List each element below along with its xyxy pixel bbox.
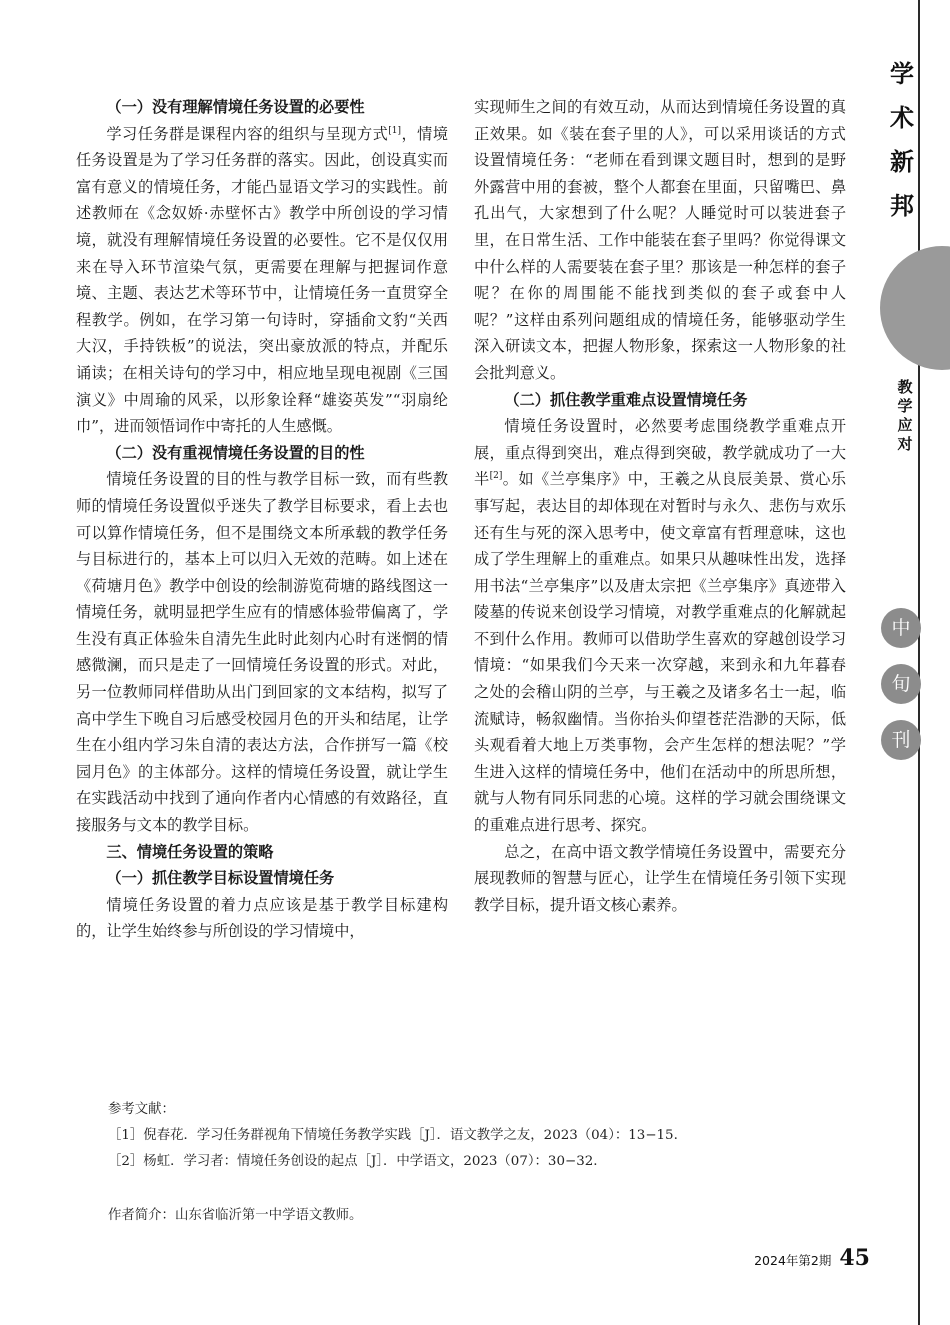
paragraph: 总之，在高中语文教学情境任务设置中，需要充分展现教师的智慧与匠心，让学生在情境任务引领下实现教学目标，提升语文核心素养。 (474, 842, 846, 914)
column-title-char: 新 (890, 148, 914, 176)
paragraph: 情境任务设置的着力点应该是基于教学目标建构的，让学生始终参与所创设的学习情境中， (76, 895, 448, 941)
brand-circle: 刊 (881, 720, 921, 760)
section-title-char: 对 (897, 435, 913, 453)
page-number: 45 (839, 1245, 870, 1271)
section-heading: （二）没有重视情境任务设置的目的性 (106, 443, 365, 462)
references (108, 1097, 868, 1175)
page-footer (754, 1245, 870, 1271)
section-heading: （二）抓住教学重难点设置情境任务 (504, 390, 748, 409)
column-title-char: 邦 (890, 192, 914, 220)
brand-circle: 旬 (881, 664, 921, 704)
brand-circle: 中 (881, 608, 921, 648)
paragraph-text: 。如《兰亭集序》中，王羲之从良辰美景、赏心乐事写起，表达目的却体现在对暂时与永久、悲伤与欢乐还有生与死的深入思考中，使文章富有哲理意味，这也成了学生理解上的重难点。如果只从趣味性出发，选择用书法“兰亭集序”以及唐太宗把《兰亭集序》真迹带入陵墓的传说来创设学习情境，对教学重难点的化解就起不到什么作用。教师可以借助学生喜欢的穿越创设学习情境：“如果我们今天来一次穿越，来到永和九年暮春之处的会稽山阴的兰亭，与王羲之及诸多名士一起，临流赋诗，畅叙幽情。当你抬头仰望苍茫浩渺的天际，低头观看着大地上万类事物，会产生怎样的想法呢？”学生进入这样的情境任务中，他们在活动中的所思所想，就与人物有同乐同悲的心境。这样的学习就会围绕课文的重难点进行思考、探究。 (474, 470, 847, 835)
section-heading: 三、情境任务设置的策略 (106, 842, 274, 861)
column-title-char: 术 (890, 104, 914, 132)
author-bio: 作者简介：山东省临沂第一中学语文教师。 (108, 1208, 363, 1223)
journal-brand (881, 608, 923, 776)
decorative-circle (880, 246, 950, 370)
section-heading: （一）没有理解情境任务设置的必要性 (106, 98, 365, 116)
paragraph-text: 情境任务设置时，必然要考虑围绕教学重难点开展，重点得到突出，难点得到突破，教学就成功了一大半 (474, 417, 846, 489)
paragraph-continued: 实现师生之间的有效互动，从而达到情境任务设置的真正效果。如《装在套子里的人》，可以采用谈话的方式设置情境任务：“老师在看到课文题目时，想到的是野外露营中用的套被，整个人都套在里面，只留嘴巴、鼻孔出气，大家想到了什么呢？人睡觉时可以装进套子里，在日常生活、工作中能装在套子里吗？你觉得课文中什么样的人需要装在套子里？那该是一种怎样的套子呢？在你的周围能不能找到类似的套子或套中人呢？”这样由系列问题组成的情境任务，能够驱动学生深入研读文本，把握人物形象，探索这一人物形象的社会批判意义。 (474, 98, 846, 382)
section-title-char: 学 (897, 397, 913, 415)
column-title-char: 学 (890, 60, 914, 88)
paragraph-text: 学习任务群是课程内容的组织与呈现方式 (106, 124, 389, 143)
section-title-char: 应 (897, 416, 913, 434)
paragraph (474, 413, 846, 839)
section-heading: （一）抓住教学目标设置情境任务 (106, 869, 335, 888)
column-title-vertical (882, 52, 922, 228)
reference-item: ［1］倪春花．学习任务群视角下情境任务教学实践［J］．语文教学之友，2023（04）：13−15. (108, 1128, 678, 1143)
citation-marker: [2] (489, 471, 503, 482)
issue-label: 2024年第2期 (754, 1253, 832, 1268)
section-title-vertical (892, 378, 918, 454)
citation-marker: [1] (388, 125, 402, 136)
paragraph-text: ，情境任务设置是为了学习任务群的落实。因此，创设真实而富有意义的情境任务，才能凸显语文学习的实践性。前述教师在《念奴娇·赤壁怀古》教学中所创设的学习情境，就没有理解情境任务设置的必要性。它不是仅仅用来在导入环节渲染气氛，更需要在理解与把握词作意境、主题、表达艺术等环节中，让情境任务一直贯穿全程教学。例如，在学习第一句诗时，穿插俞文豹“关西大汉，手持铁板”的说法，突出豪放派的特点，并配乐诵读；在相关诗句的学习中，相应地呈现电视剧《三国演义》中周瑜的风采，以形象诠释“雄姿英发”“羽扇纶巾”，进而领悟词作中寄托的人生感慨。 (76, 124, 449, 436)
paragraph (76, 121, 448, 440)
left-column (76, 94, 448, 945)
references-title: 参考文献： (108, 1102, 175, 1117)
right-column (474, 94, 846, 918)
paragraph: 情境任务设置的目的性与教学目标一致，而有些教师的情境任务设置似乎迷失了教学目标要求，看上去也可以算作情境任务，但不是围绕文本所承载的教学任务与目标进行的，基本上可以归入无效的范畴。如上述在《荷塘月色》教学中创设的绘制游览荷塘的路线图这一情境任务，就明显把学生应有的情感体验带偏离了，学生没有真正体验朱自清先生此时此刻内心时有迷惘的情感微澜，而只是走了一回情境任务设置的形式。对此，另一位教师同样借助从出门到回家的文本结构，拟写了高中学生下晚自习后感受校园月色的开头和结尾，让学生在小组内学习朱自清的表达方法，合作拼写一篇《校园月色》的主体部分。这样的情境任务设置，就让学生在实践活动中找到了通向作者内心情感的有效路径，直接服务与文本的教学目标。 (76, 470, 448, 835)
reference-item: ［2］杨虹．学习者：情境任务创设的起点［J］．中学语文，2023（07）：30−32. (108, 1154, 598, 1169)
section-title-char: 教 (897, 378, 913, 396)
